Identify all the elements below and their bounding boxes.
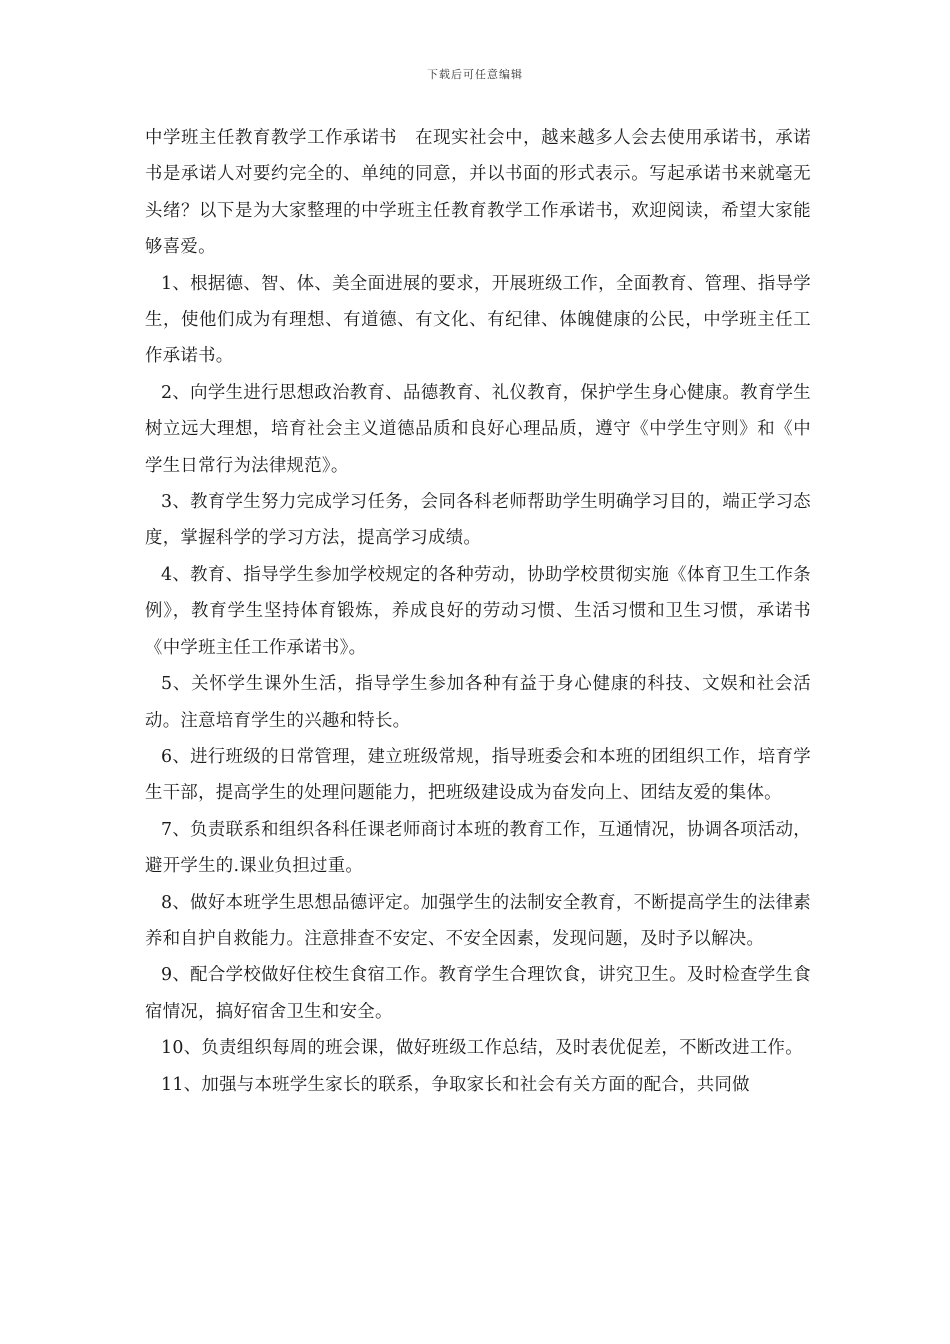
item-paragraph-6: 6、进行班级的日常管理，建立班级常规，指导班委会和本班的团组织工作，培育学生干部，提高学生的处理问题能力，把班级建设成为奋发向上、团结友爱的集体。 <box>145 746 811 804</box>
item-paragraph-8: 8、做好本班学生思想品德评定。加强学生的法制安全教育，不断提高学生的法律素养和自护自救能力。注意排查不安定、不安全因素，发现问题，及时予以解决。 <box>145 892 811 949</box>
item-paragraph-10: 10、负责组织每周的班会课，做好班级工作总结，及时表优促差，不断改进工作。 <box>161 1038 803 1059</box>
item-paragraph-1: 1、根据德、智、体、美全面进展的要求，开展班级工作，全面教育、管理、指导学生，使他们成为有理想、有道德、有文化、有纪律、体魄健康的公民，中学班主任工作承诺书。 <box>145 273 811 367</box>
page-header-note: 下载后可任意编辑 <box>427 68 523 81</box>
item-paragraph-7: 7、负责联系和组织各科任课老师商讨本班的教育工作，互通情况，协调各项活动，避开学生的.课业负担过重。 <box>145 819 811 877</box>
intro-paragraph: 中学班主任教育教学工作承诺书 在现实社会中，越来越多人会去使用承诺书，承诺书是承诺人对要约完全的、单纯的同意，并以书面的形式表示。写起承诺书来就毫无头绪？以下是为大家整理的中学班主任教育教学工作承诺书，欢迎阅读，希望大家能够喜爱。 <box>145 128 811 258</box>
item-paragraph-2: 2、向学生进行思想政治教育、品德教育、礼仪教育，保护学生身心健康。教育学生树立远大理想，培育社会主义道德品质和良好心理品质，遵守《中学生守则》和《中学生日常行为法律规范》。 <box>145 382 811 476</box>
document-body <box>145 120 811 1103</box>
item-paragraph-5: 5、关怀学生课外生活，指导学生参加各种有益于身心健康的科技、文娱和社会活动。注意培育学生的兴趣和特长。 <box>145 674 811 731</box>
item-paragraph-3: 3、教育学生努力完成学习任务，会同各科老师帮助学生明确学习目的，端正学习态度，掌握科学的学习方法，提高学习成绩。 <box>145 492 811 549</box>
item-paragraph-9: 9、配合学校做好住校生食宿工作。教育学生合理饮食，讲究卫生。及时检查学生食宿情况，搞好宿舍卫生和安全。 <box>145 965 811 1022</box>
item-paragraph-11: 11、加强与本班学生家长的联系，争取家长和社会有关方面的配合，共同做 <box>161 1074 750 1095</box>
item-paragraph-4: 4、教育、指导学生参加学校规定的各种劳动，协助学校贯彻实施《体育卫生工作条例》，教育学生坚持体育锻炼，养成良好的劳动习惯、生活习惯和卫生习惯，承诺书《中学班主任工作承诺书》。 <box>145 564 811 658</box>
